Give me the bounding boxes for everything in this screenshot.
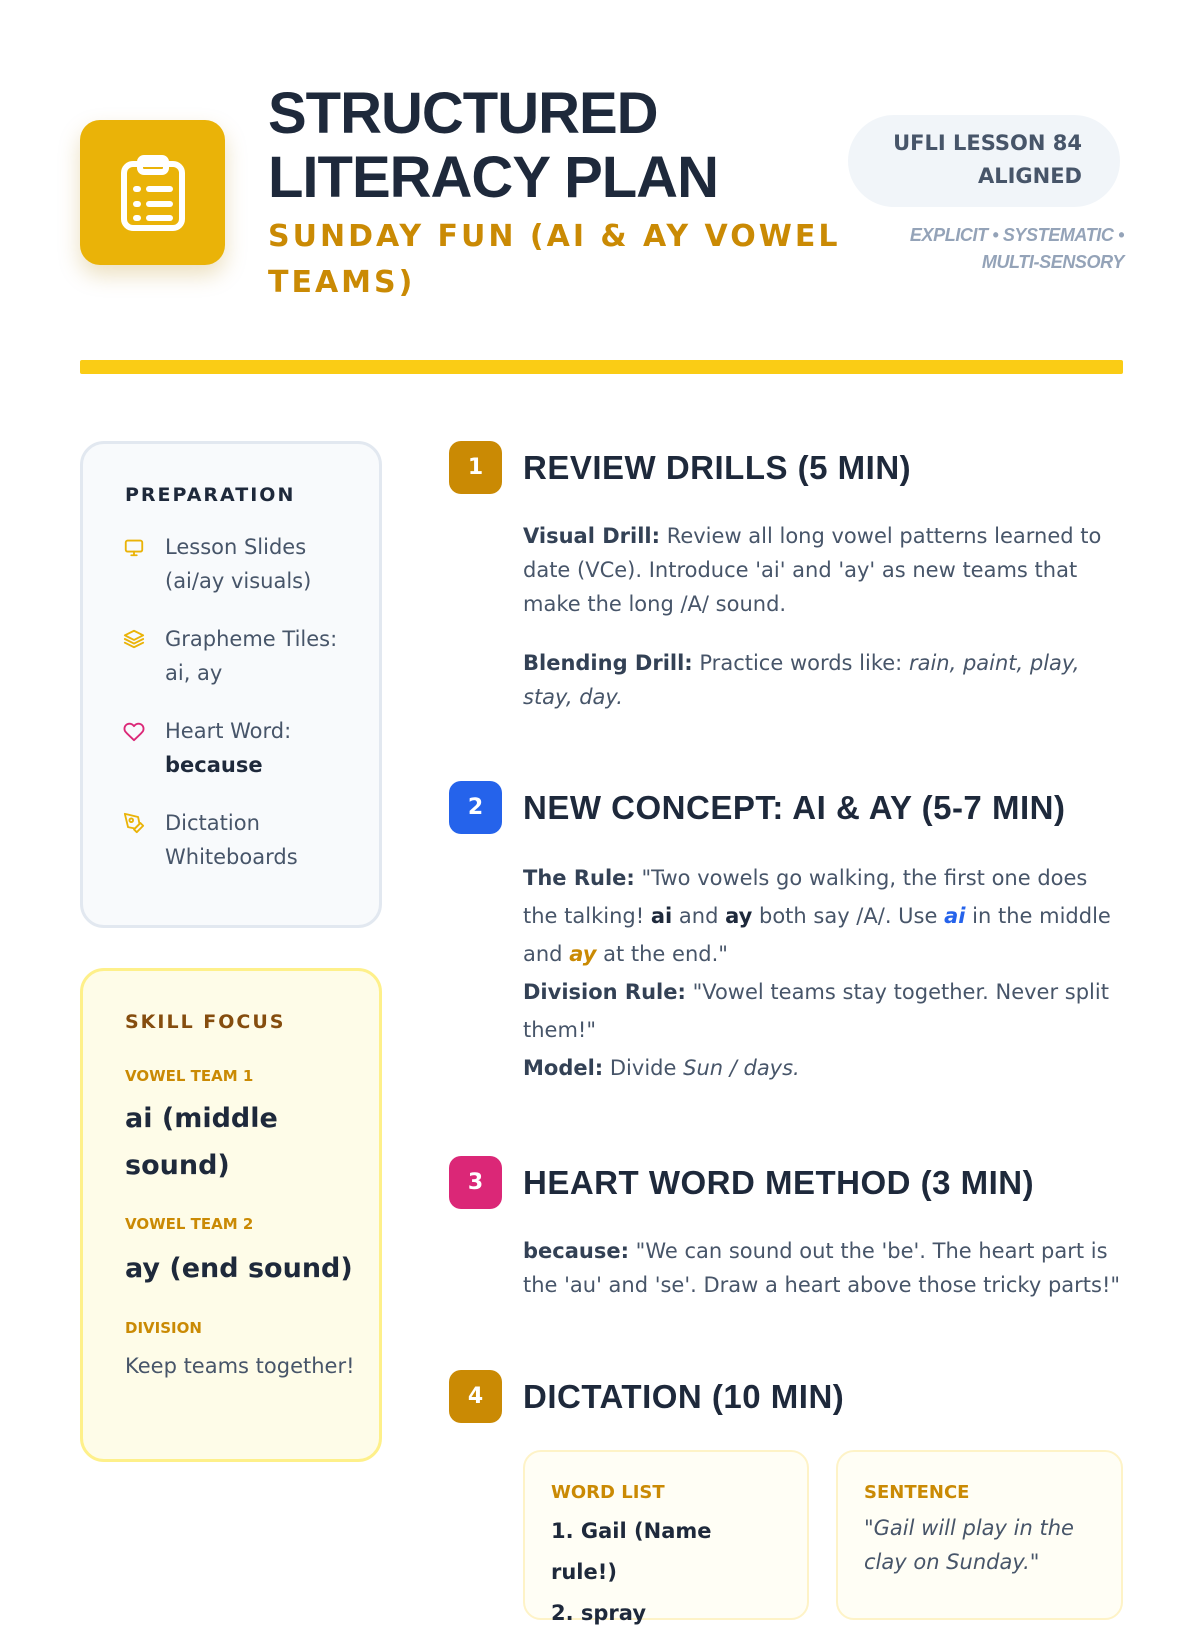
preparation-card: [80, 441, 382, 928]
word-list-card: [523, 1450, 809, 1625]
rule-text: The Rule: "Two vowels go walking, the first one does the talking! ai and ay both say /A/. Use ai in the middle and ay at the end.": [523, 866, 1111, 966]
division-value: Keep teams together!: [125, 1354, 355, 1378]
visual-drill-text: Visual Drill: Review all long vowel patterns learned to date (VCe). Introduce 'ai' and 'ay' as new teams that make the long /A/ sound.: [523, 524, 1102, 616]
word-list-label: WORD LIST: [551, 1482, 665, 1503]
page-subtitle: SUNDAY FUN (AI & AY VOWEL TEAMS): [268, 219, 841, 300]
division-label: DIVISION: [125, 1319, 202, 1337]
prep-item-label: Heart Word: because: [165, 719, 292, 777]
monitor-icon: [123, 536, 145, 558]
heart-word-text: because: "We can sound out the 'be'. The heart part is the 'au' and 'se'. Draw a heart above those tricky parts!": [523, 1239, 1121, 1297]
blending-drill-text: Blending Drill: Practice words like: rain, paint, play, stay, day.: [523, 651, 1080, 709]
layers-icon: [123, 628, 145, 650]
header-divider: [80, 360, 1123, 374]
section-title-dictation: DICTATION (10 MIN): [523, 1378, 845, 1415]
logo-badge: [80, 120, 225, 265]
tagline: EXPLICIT • SYSTEMATIC • MULTI-SENSORY: [909, 225, 1124, 272]
preparation-heading: PREPARATION: [125, 484, 296, 506]
step-number-1: 1: [449, 441, 502, 494]
ai-highlight: ai: [944, 904, 966, 928]
lesson-badge: UFLI LESSON 84 ALIGNED: [848, 115, 1120, 207]
page-title: STRUCTURED LITERACY PLAN: [268, 81, 718, 210]
skill-focus-heading: SKILL FOCUS: [125, 1011, 286, 1033]
prep-item-label: Lesson Slides (ai/ay visuals): [165, 535, 312, 593]
vowel-team-1-value: ai (middle sound): [125, 1103, 278, 1181]
vowel-team-2-value: ay (end sound): [125, 1253, 353, 1284]
ay-highlight: ay: [569, 942, 597, 966]
clipboard-list-icon: [120, 155, 186, 231]
vowel-team-1-label: VOWEL TEAM 1: [125, 1067, 254, 1085]
prep-item-label: Dictation Whiteboards: [165, 811, 298, 869]
heart-icon: [123, 720, 145, 742]
sentence-card: [836, 1450, 1123, 1620]
skill-focus-card: [80, 968, 382, 1462]
division-rule-text: Division Rule: "Vowel teams stay together. Never split them!": [523, 980, 1109, 1042]
dictation-sentence: "Gail will play in the clay on Sunday.": [864, 1516, 1074, 1574]
step-number-4: 4: [449, 1370, 502, 1423]
prep-item-heart-word: [123, 714, 363, 782]
list-item: 1. Gail (Name rule!): [551, 1519, 712, 1584]
step-number-2: 2: [449, 781, 502, 834]
model-text: Model: Divide Sun / days.: [523, 1056, 800, 1080]
heart-word: because: [165, 753, 263, 777]
section-title-review-drills: REVIEW DRILLS (5 MIN): [523, 449, 912, 486]
prep-item-slides: [123, 530, 363, 598]
section-title-new-concept: NEW CONCEPT: AI & AY (5-7 MIN): [523, 789, 1066, 826]
pen-tool-icon: [123, 812, 145, 834]
prep-item-tiles: [123, 622, 363, 690]
sentence-label: SENTENCE: [864, 1482, 970, 1503]
vowel-team-2-label: VOWEL TEAM 2: [125, 1215, 254, 1233]
list-item: 2. spray: [551, 1601, 647, 1625]
prep-item-label: Grapheme Tiles: ai, ay: [165, 627, 338, 685]
section-title-heart-word: HEART WORD METHOD (3 MIN): [523, 1164, 1035, 1201]
step-number-3: 3: [449, 1156, 502, 1209]
prep-item-whiteboards: [123, 806, 363, 874]
